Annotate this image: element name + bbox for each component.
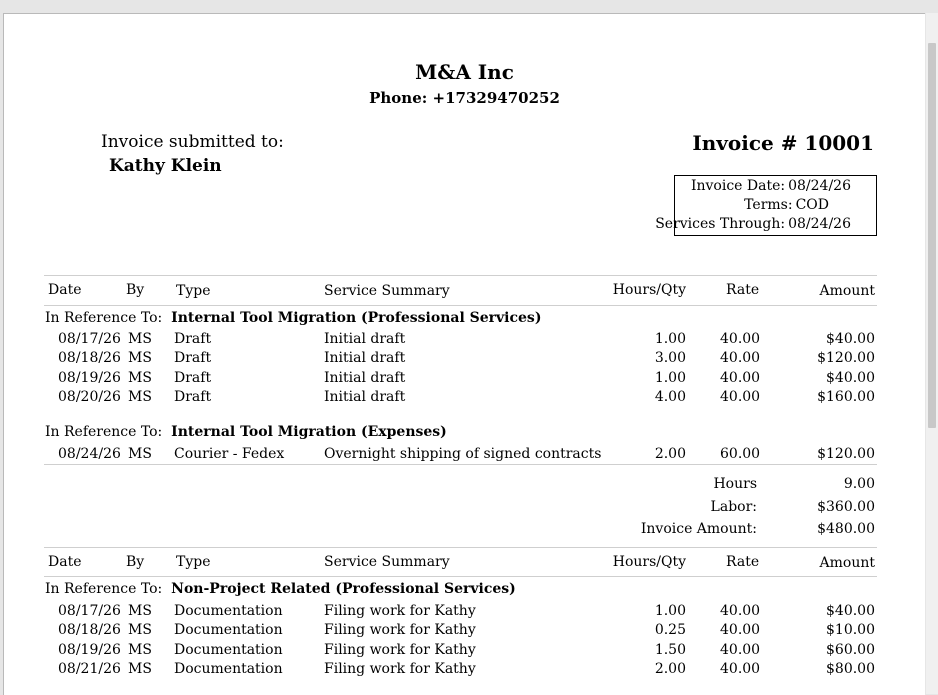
- scrollbar-thumb[interactable]: [928, 43, 936, 428]
- reference-title: Internal Tool Migration (Expenses): [171, 424, 447, 440]
- cell-type: Documentation: [174, 622, 283, 639]
- cell-type: Draft: [174, 350, 212, 367]
- cell-amount: $10.00: [826, 622, 875, 639]
- invoice-date-label: Invoice Date:: [690, 178, 786, 194]
- cell-rate: 40.00: [720, 660, 761, 677]
- cell-rate: 40.00: [720, 388, 761, 405]
- cell-date: 08/21/26: [58, 660, 121, 677]
- cell-amount: $120.00: [817, 446, 875, 462]
- col-qty: Hours/Qty: [612, 554, 686, 570]
- reference-label: In Reference To:: [45, 424, 163, 440]
- hours-total: 9.00: [843, 476, 875, 492]
- invoice-amount-total: $480.00: [817, 521, 875, 537]
- cell-summary: Filing work for Kathy: [324, 660, 476, 677]
- cell-date: 08/18/26: [58, 622, 121, 639]
- reference-title: Internal Tool Migration (Professional Services): [171, 310, 542, 326]
- cell-by: MS: [128, 388, 152, 405]
- cell-type: Draft: [174, 388, 212, 405]
- reference-label: In Reference To:: [45, 310, 163, 326]
- cell-by: MS: [128, 446, 152, 462]
- hours-label: Hours: [713, 476, 757, 492]
- divider: [44, 275, 877, 276]
- cell-by: MS: [128, 369, 152, 386]
- cell-qty: 1.00: [654, 331, 686, 347]
- invoice-page: [3, 13, 925, 695]
- services-through-label: Services Through:: [655, 216, 786, 232]
- cell-date: 08/20/26: [58, 388, 121, 405]
- cell-qty: 1.00: [654, 369, 686, 386]
- cell-by: MS: [128, 660, 152, 677]
- cell-by: MS: [128, 622, 152, 639]
- cell-type: Documentation: [174, 641, 283, 658]
- col-date: Date: [48, 282, 82, 298]
- cell-qty: 2.00: [654, 446, 686, 462]
- cell-date: 08/18/26: [58, 350, 121, 367]
- divider: [44, 547, 877, 548]
- cell-summary: Filing work for Kathy: [324, 622, 476, 639]
- invoice-number: Invoice # 10001: [692, 131, 874, 155]
- cell-amount: $60.00: [826, 641, 875, 658]
- terms-label: Terms:: [744, 197, 793, 213]
- labor-label: Labor:: [710, 499, 757, 515]
- cell-amount: $40.00: [826, 603, 875, 619]
- services-through-value: 08/24/26: [788, 216, 851, 232]
- col-summary: Service Summary: [324, 554, 450, 570]
- cell-date: 08/17/26: [58, 603, 121, 619]
- cell-type: Draft: [174, 331, 212, 347]
- cell-qty: 0.25: [654, 622, 686, 639]
- cell-type: Documentation: [174, 603, 283, 619]
- company-phone: Phone: +17329470252: [369, 89, 560, 107]
- cell-summary: Initial draft: [324, 388, 406, 405]
- reference-heading: [45, 310, 541, 326]
- col-qty: Hours/Qty: [612, 282, 686, 298]
- invoice-date-row: [691, 178, 851, 194]
- cell-rate: 40.00: [720, 350, 761, 367]
- cell-by: MS: [128, 603, 152, 619]
- cell-rate: 40.00: [720, 622, 761, 639]
- col-amount: Amount: [819, 555, 875, 571]
- col-rate: Rate: [726, 554, 760, 570]
- reference-heading: [45, 581, 516, 597]
- cell-qty: 4.00: [654, 388, 686, 405]
- cell-date: 08/17/26: [58, 331, 121, 347]
- cell-amount: $120.00: [817, 350, 875, 367]
- cell-rate: 40.00: [720, 369, 761, 386]
- cell-amount: $80.00: [826, 660, 875, 677]
- cell-rate: 60.00: [720, 446, 761, 462]
- terms-value: COD: [795, 197, 829, 213]
- col-rate: Rate: [726, 282, 760, 298]
- cell-type: Documentation: [174, 660, 283, 677]
- col-date: Date: [48, 554, 82, 570]
- reference-label: In Reference To:: [45, 581, 163, 597]
- submitted-to-label: Invoice submitted to:: [101, 132, 284, 152]
- cell-by: MS: [128, 641, 152, 658]
- cell-rate: 40.00: [720, 641, 761, 658]
- cell-summary: Overnight shipping of signed contracts: [324, 446, 602, 462]
- cell-date: 08/19/26: [58, 641, 121, 658]
- company-name: M&A Inc: [415, 60, 514, 84]
- services-through-row: [655, 216, 851, 232]
- col-by: By: [126, 282, 145, 298]
- reference-title: Non-Project Related (Professional Services): [171, 581, 516, 597]
- col-type: Type: [176, 283, 211, 299]
- cell-summary: Filing work for Kathy: [324, 641, 476, 658]
- cell-type: Draft: [174, 369, 212, 386]
- cell-summary: Initial draft: [324, 331, 406, 347]
- invoice-amount-label: Invoice Amount:: [640, 521, 757, 537]
- vertical-scrollbar[interactable]: [926, 13, 938, 694]
- cell-rate: 40.00: [720, 603, 761, 619]
- divider: [44, 576, 877, 577]
- cell-summary: Initial draft: [324, 350, 406, 367]
- divider: [44, 305, 877, 306]
- cell-date: 08/24/26: [58, 446, 121, 462]
- cell-amount: $40.00: [826, 331, 875, 347]
- divider: [44, 464, 877, 465]
- col-by: By: [126, 554, 145, 570]
- cell-qty: 1.00: [654, 603, 686, 619]
- cell-summary: Filing work for Kathy: [324, 603, 476, 619]
- cell-amount: $160.00: [817, 388, 875, 405]
- client-name: Kathy Klein: [109, 156, 222, 176]
- cell-by: MS: [128, 331, 152, 347]
- col-amount: Amount: [819, 283, 875, 299]
- cell-qty: 3.00: [654, 350, 686, 367]
- cell-by: MS: [128, 350, 152, 367]
- cell-type: Courier - Fedex: [174, 446, 285, 462]
- cell-date: 08/19/26: [58, 369, 121, 386]
- cell-qty: 1.50: [654, 641, 686, 658]
- terms-row: [744, 197, 829, 213]
- cell-amount: $40.00: [826, 369, 875, 386]
- reference-heading: [45, 424, 447, 440]
- invoice-date-value: 08/24/26: [788, 178, 851, 194]
- cell-qty: 2.00: [654, 660, 686, 677]
- col-type: Type: [176, 554, 211, 570]
- invoice-info-box: [655, 175, 877, 236]
- cell-summary: Initial draft: [324, 369, 406, 386]
- cell-rate: 40.00: [720, 331, 761, 347]
- col-summary: Service Summary: [324, 283, 450, 299]
- labor-total: $360.00: [817, 499, 875, 515]
